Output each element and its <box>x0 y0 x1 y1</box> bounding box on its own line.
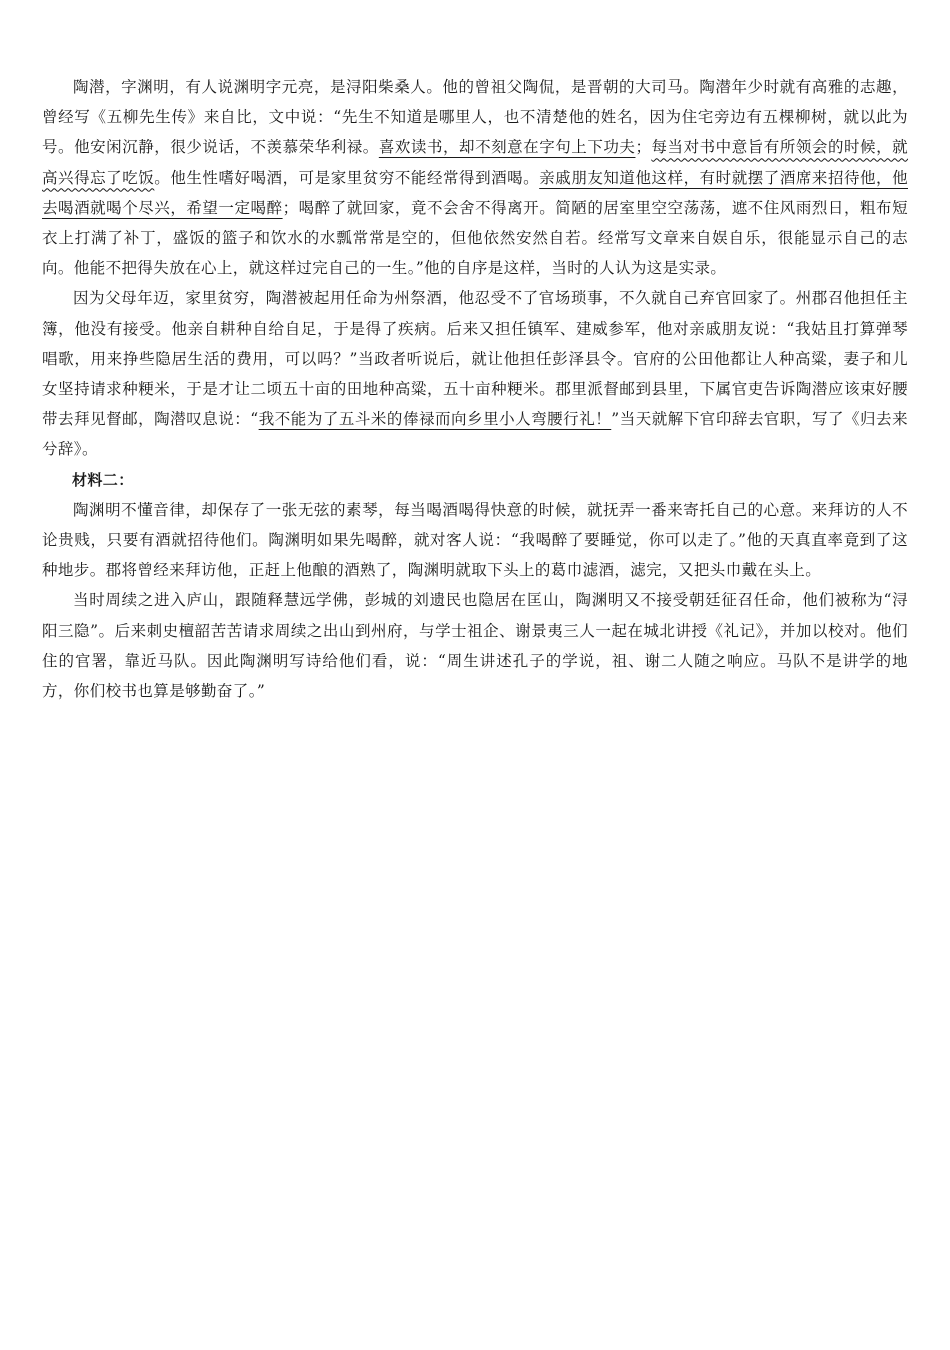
paragraph-2-text-a: 因为父母年迈，家里贫穷，陶潜被起用任命为州祭酒，他忍受不了官场琐事，不久就自己弃官回家了。州郡召他担任主簿，他没有接受。他亲自耕种自给自足，于是得了疾病。后来又担任镇军、建威参军，他对亲戚朋友说：“我姑且打算弹琴唱歌，用来挣些隐居生活的费用，可以吗？”当政者听说后，就让他担任彭泽县令。官府的公田他都让人种高粱，妻子和儿女坚持请求种粳米，于是才让二顷五十亩的田地种高粱，五十亩种粳米。郡里派督邮到县里，下属官吏告诉陶潜应该束好腰带去拜见督邮，陶潜叹息说：“ <box>42 289 908 429</box>
punctuation-semicolon: ； <box>635 138 652 157</box>
paragraph-1-text-a: 陶潜，字渊明，有人说渊明字元亮，是浔阳柴桑人。他的曾祖父陶侃，是晋朝的大司马。陶潜年少时就有高雅的志趣，曾经写《五柳先生传》来自比，文中说：“先生不知道是哪里人，也不清楚他的姓名，因为住宅旁边有五棵柳树，就以此为号。他安闲沉静，很少说话，不羡慕荣华利禄。 <box>42 78 908 157</box>
paragraph-1-text-b: 。他生性嗜好喝酒，可是家里贫穷不能经常得到酒喝。 <box>154 168 540 187</box>
paragraph-4: 当时周续之进入庐山，跟随释慧远学佛，彭城的刘遗民也隐居在匡山，陶渊明又不接受朝廷征召任命，他们被称为“浔阳三隐”。后来刺史檀韶苦苦请求周续之出山到州府，与学士祖企、谢景夷三人一起在城北讲授《礼记》，并加以校对。他们住的官署，靠近马队。因此陶渊明写诗给他们看，说：“周生讲述孔子的学说，祖、谢二人随之响应。马队不是讲学的地方，你们校书也算是够勤奋了。” <box>42 591 908 701</box>
wavy-underlined-phrase: 每当对书中意旨有所领会的时候，就高兴得忘了吃饭 <box>42 138 909 187</box>
underlined-phrase-relatives: 亲戚朋友知道他这样，有时就摆了酒席来招待他，他去喝酒就喝个尽兴，希望一定喝醉 <box>42 168 908 217</box>
paragraph-2-text-b: ”当天就解下官印辞去官职，写了《归去来兮辞》。 <box>42 410 908 459</box>
underlined-phrase-reading: 喜欢读书，却不刻意在字句上下功夫 <box>378 138 636 157</box>
paragraph-2 <box>42 283 908 464</box>
document-page <box>42 72 908 706</box>
paragraph-1 <box>42 72 908 283</box>
section-heading-material-two: 材料二： <box>72 470 134 489</box>
paragraph-1-text-c: ；喝醉了就回家，竟不会舍不得离开。简陋的居室里空空荡荡，遮不住风雨烈日，粗布短衣上打满了补丁，盛饭的篮子和饮水的水瓢常常是空的，但他依然安然自若。经常写文章来自娱自乐，很能显示自己的志向。他能不把得失放在心上，就这样过完自己的一生。”他的自序是这样，当时的人认为这是实录。 <box>42 198 908 278</box>
paragraph-3: 陶渊明不懂音律，却保存了一张无弦的素琴，每当喝酒喝得快意的时候，就抚弄一番来寄托自己的心意。来拜访的人不论贵贱，只要有酒就招待他们。陶渊明如果先喝醉，就对客人说：“我喝醉了要睡觉，你可以走了。”他的天真直率竟到了这种地步。郡将曾经来拜访他，正赶上他酿的酒熟了，陶渊明就取下头上的葛巾滤酒，滤完，又把头巾戴在头上。 <box>42 500 908 580</box>
underlined-quote-five-dou: 我不能为了五斗米的俸禄而向乡里小人弯腰行礼！ <box>258 410 612 429</box>
